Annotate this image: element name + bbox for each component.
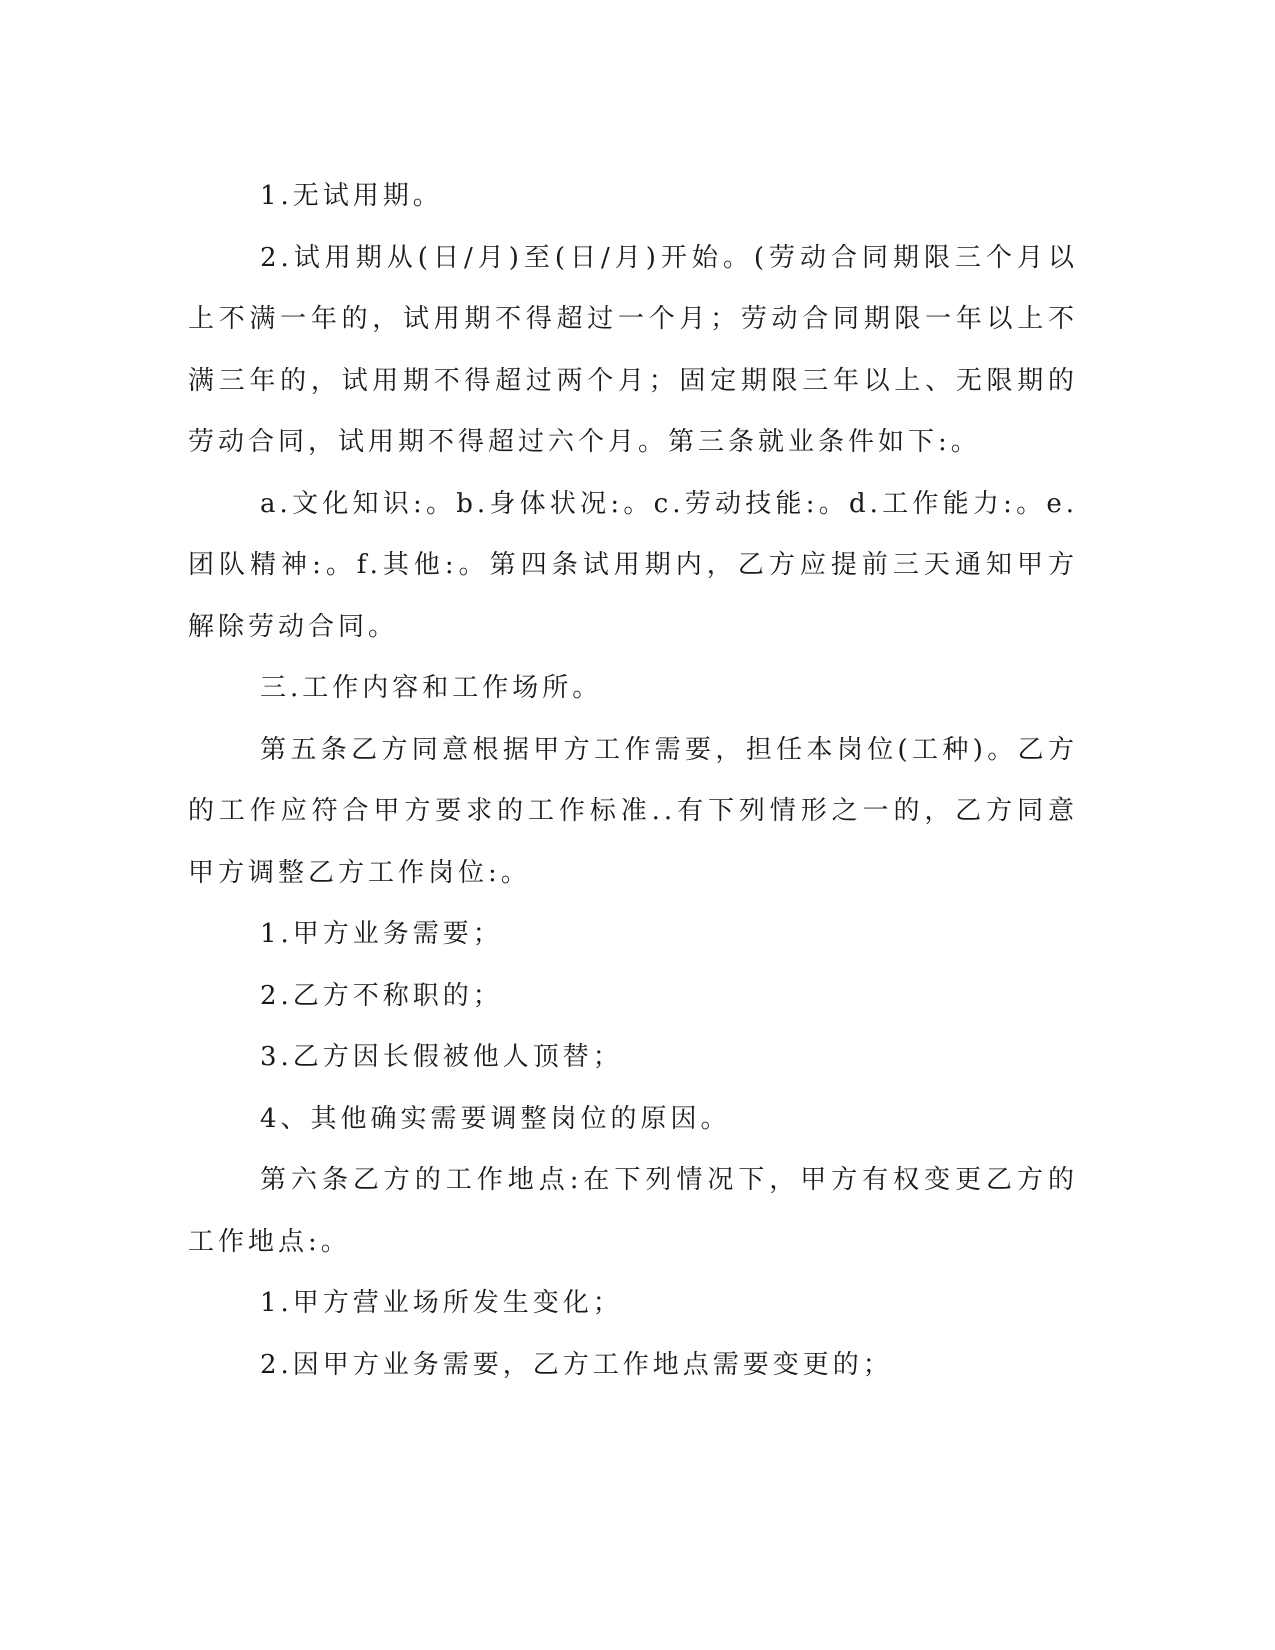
section-heading: 三.工作内容和工作场所。 xyxy=(260,673,603,703)
paragraph-2: 2.试用期从(日/月)至(日/月)开始。(劳动合同期限三个月以上不满一年的，试用期不得超过一个月；劳动合同期限一年以上不满三年的，试用期不得超过两个月；固定期限三年以上、无限期的劳动合同，试用期不得超过六个月。第三条就业条件如下:。 xyxy=(188,242,1078,457)
list-item-4: 4、其他确实需要调整岗位的原因。 xyxy=(260,1103,731,1134)
document-body xyxy=(188,166,1078,1396)
list-item-6: 2.因甲方业务需要，乙方工作地点需要变更的； xyxy=(260,1349,893,1380)
list-item-1: 1.甲方业务需要； xyxy=(260,919,503,949)
paragraph-1: 1.无试用期。 xyxy=(260,181,443,211)
paragraph-5: 第五条乙方同意根据甲方工作需要，担任本岗位(工种)。乙方的工作应符合甲方要求的工作标准..有下列情形之一的，乙方同意甲方调整乙方工作岗位:。 xyxy=(188,734,1078,888)
list-item-2: 2.乙方不称职的； xyxy=(260,980,503,1011)
list-item-3: 3.乙方因长假被他人顶替； xyxy=(260,1042,623,1072)
paragraph-3: a.文化知识:。b.身体状况:。c.劳动技能:。d.工作能力:。e.团队精神:。f.其他:。第四条试用期内，乙方应提前三天通知甲方解除劳动合同。 xyxy=(188,488,1078,642)
paragraph-10: 第六条乙方的工作地点:在下列情况下，甲方有权变更乙方的工作地点:。 xyxy=(188,1165,1078,1257)
list-item-5: 1.甲方营业场所发生变化； xyxy=(260,1288,623,1318)
